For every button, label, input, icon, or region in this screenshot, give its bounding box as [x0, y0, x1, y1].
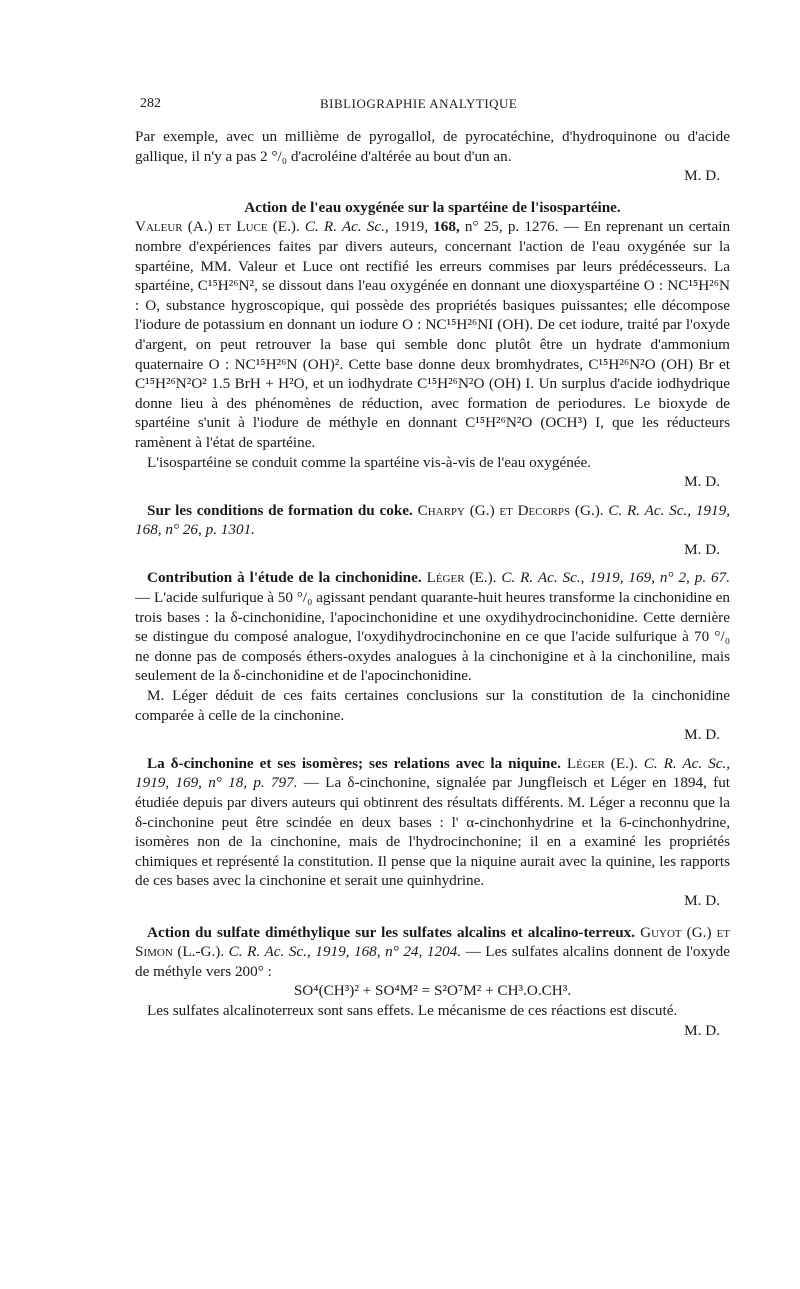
article5-title: Action du sulfate diméthylique sur les sulfates alcalins et alcalino-terreux. — [147, 923, 636, 941]
article4-title: La δ-cinchonine et ses isomères; ses relations avec la niquine. — [147, 754, 561, 772]
running-head: BIBLIOGRAPHIE ANALYTIQUE — [320, 96, 518, 111]
article1-volume: 168, — [433, 218, 460, 236]
article5-authors: Guyot (G.) et Simon (L.-G.). — [135, 923, 731, 961]
intro-signature: M. D. — [684, 167, 720, 185]
article1-issue-page: n° 25, p. 1276. — [464, 218, 559, 236]
article4-body: — La δ-cinchonine, signalée par Jungfleisch et Léger en 1894, fut étudiée depuis par divers auteurs qui obtinrent des résultats différents. M. Léger a reconnu que la δ-cinchonine peut être scindée en deux bases : l' α-cinchonhydrine et la 6-cinchonhydrine, isomères non de la cinchonine, mais de l'hydrocinchonine; il en a examiné les propriétés chimiques et représenté la constitution. Il pense que la niquine aurait avec la quinine, les rapports de ces bases avec la cinchonine et serait une quinhydrine. — [135, 774, 731, 890]
article4-authors: Léger (E.). — [566, 754, 638, 772]
article5-signature: M. D. — [684, 1021, 720, 1039]
article3-body: — L'acide sulfurique à 50 °/₀ agissant pendant quarante-huit heures transforme la cinchonidine en trois bases : la δ-cinchonidine, l'apocinchonidine et une oxydihydrocinchonidine. Cette dernière se distingue du composé analogue, l'oxydihydrocinchonine en ce que l'acide sulfurique à 70 °/₀ ne donne pas de composés éthers-oxydes analogues à la cinchonigine et à la cinchoniline, mais seulement de la δ-cinchonidine et de l'apocinchonidine. — [135, 589, 730, 685]
article4-citation: C. R. Ac. Sc., 1919, 169, n° 18, p. 797. — [135, 754, 731, 792]
article5-paragraph-2: Les sulfates alcalinoterreux sont sans effets. Le mécanisme de ces réactions est discuté. — [147, 1001, 678, 1019]
page-header — [135, 96, 730, 118]
article4-signature: M. D. — [684, 891, 720, 909]
article5-citation: C. R. Ac. Sc., 1919, 168, n° 24, 1204. — [228, 943, 462, 961]
article2-title: Sur les conditions de formation du coke. — [147, 501, 413, 519]
article3-paragraph-2: M. Léger déduit de ces faits certaines conclusions sur la constitution de la cinchonidine comparée à celle de la cinchonine. — [135, 687, 730, 724]
article5-paragraph — [135, 923, 730, 982]
page-number: 282 — [140, 96, 161, 111]
article1-year: 1919, — [393, 218, 429, 236]
document-page — [135, 96, 730, 1040]
article1-paragraph-2: L'isospartéine se conduit comme la spartéine vis-à-vis de l'eau oxygénée. — [147, 453, 592, 471]
article1-paragraph — [135, 217, 730, 452]
article2-authors: Charpy (G.) et Decorps (G.). — [417, 501, 604, 519]
article1-journal: C. R. Ac. Sc., — [304, 218, 389, 236]
article1-title-line — [135, 198, 730, 218]
article1-signature: M. D. — [684, 473, 720, 491]
article5-formula: SO⁴(CH³)² + SO⁴M² = S²O⁷M² + CH³.O.CH³. — [293, 982, 572, 1000]
article2-paragraph — [135, 501, 730, 540]
article2-signature: M. D. — [684, 540, 720, 558]
article3-citation: C. R. Ac. Sc., 1919, 169, n° 2, p. 67. — [501, 569, 730, 587]
article1-authors: Valeur (A.) et Luce (E.). — [135, 218, 300, 236]
intro-paragraph: Par exemple, avec un millième de pyrogallol, de pyrocatéchine, d'hydroquinone ou d'acide gallique, il n'y a pas 2 °/₀ d'acroléine d'altérée au bout d'un an. — [135, 128, 730, 165]
article1-title: Action de l'eau oxygénée sur la spartéine de l'isospartéine. — [244, 198, 621, 216]
article4-paragraph — [135, 754, 730, 891]
article3-authors: Léger (E.). — [426, 569, 497, 587]
article3-signature: M. D. — [684, 726, 720, 744]
article5-body: — Les sulfates alcalins donnent de l'oxyde de méthyle vers 200° : — [135, 943, 731, 980]
article2-citation: C. R. Ac. Sc., 1919, 168, n° 26, p. 1301. — [135, 501, 731, 539]
article3-title: Contribution à l'étude de la cinchonidine. — [147, 569, 422, 587]
article3-paragraph — [135, 568, 730, 686]
article1-body: — En reprenant un certain nombre d'expériences faites par divers auteurs, concernant l'action de l'eau oxygénée sur la spartéine, MM. Valeur et Luce ont rectifié les erreurs commises par leurs prédécesseurs. La spartéine, C¹⁵H²⁶N², se dissout dans l'eau oxygénée en donnant une dioxyspartéine O : NC¹⁵H²⁶N : O, substance hygroscopique, qui possède des propriétés basiques puissantes; elle décompose l'iodure de potassium en donnant un iodure O : NC¹⁵H²⁶NI (OH). De cet iodure, traité par l'oxyde d'argent, on peut retrouver la base qui semble donc plutôt être un hydrate d'ammonium quaternaire O : NC¹⁵H²⁶N (OH)². Cette base donne deux bromhydrates, C¹⁵H²⁶N²O (OH) Br et C¹⁵H²⁶N²O² 1.5 BrH + H²O, et un iodhydrate C¹⁵H²⁶N²O (OH) I. Un surplus d'acide iodhydrique donne lieu à des phénomènes de réduction, avec formation de periodures. Le bioxyde de spartéine s'unit à l'iodure de méthyle en donnant C¹⁵H²⁶N²O (OCH³) I, que les réducteurs ramènent à l'état de spartéine. — [135, 218, 731, 451]
